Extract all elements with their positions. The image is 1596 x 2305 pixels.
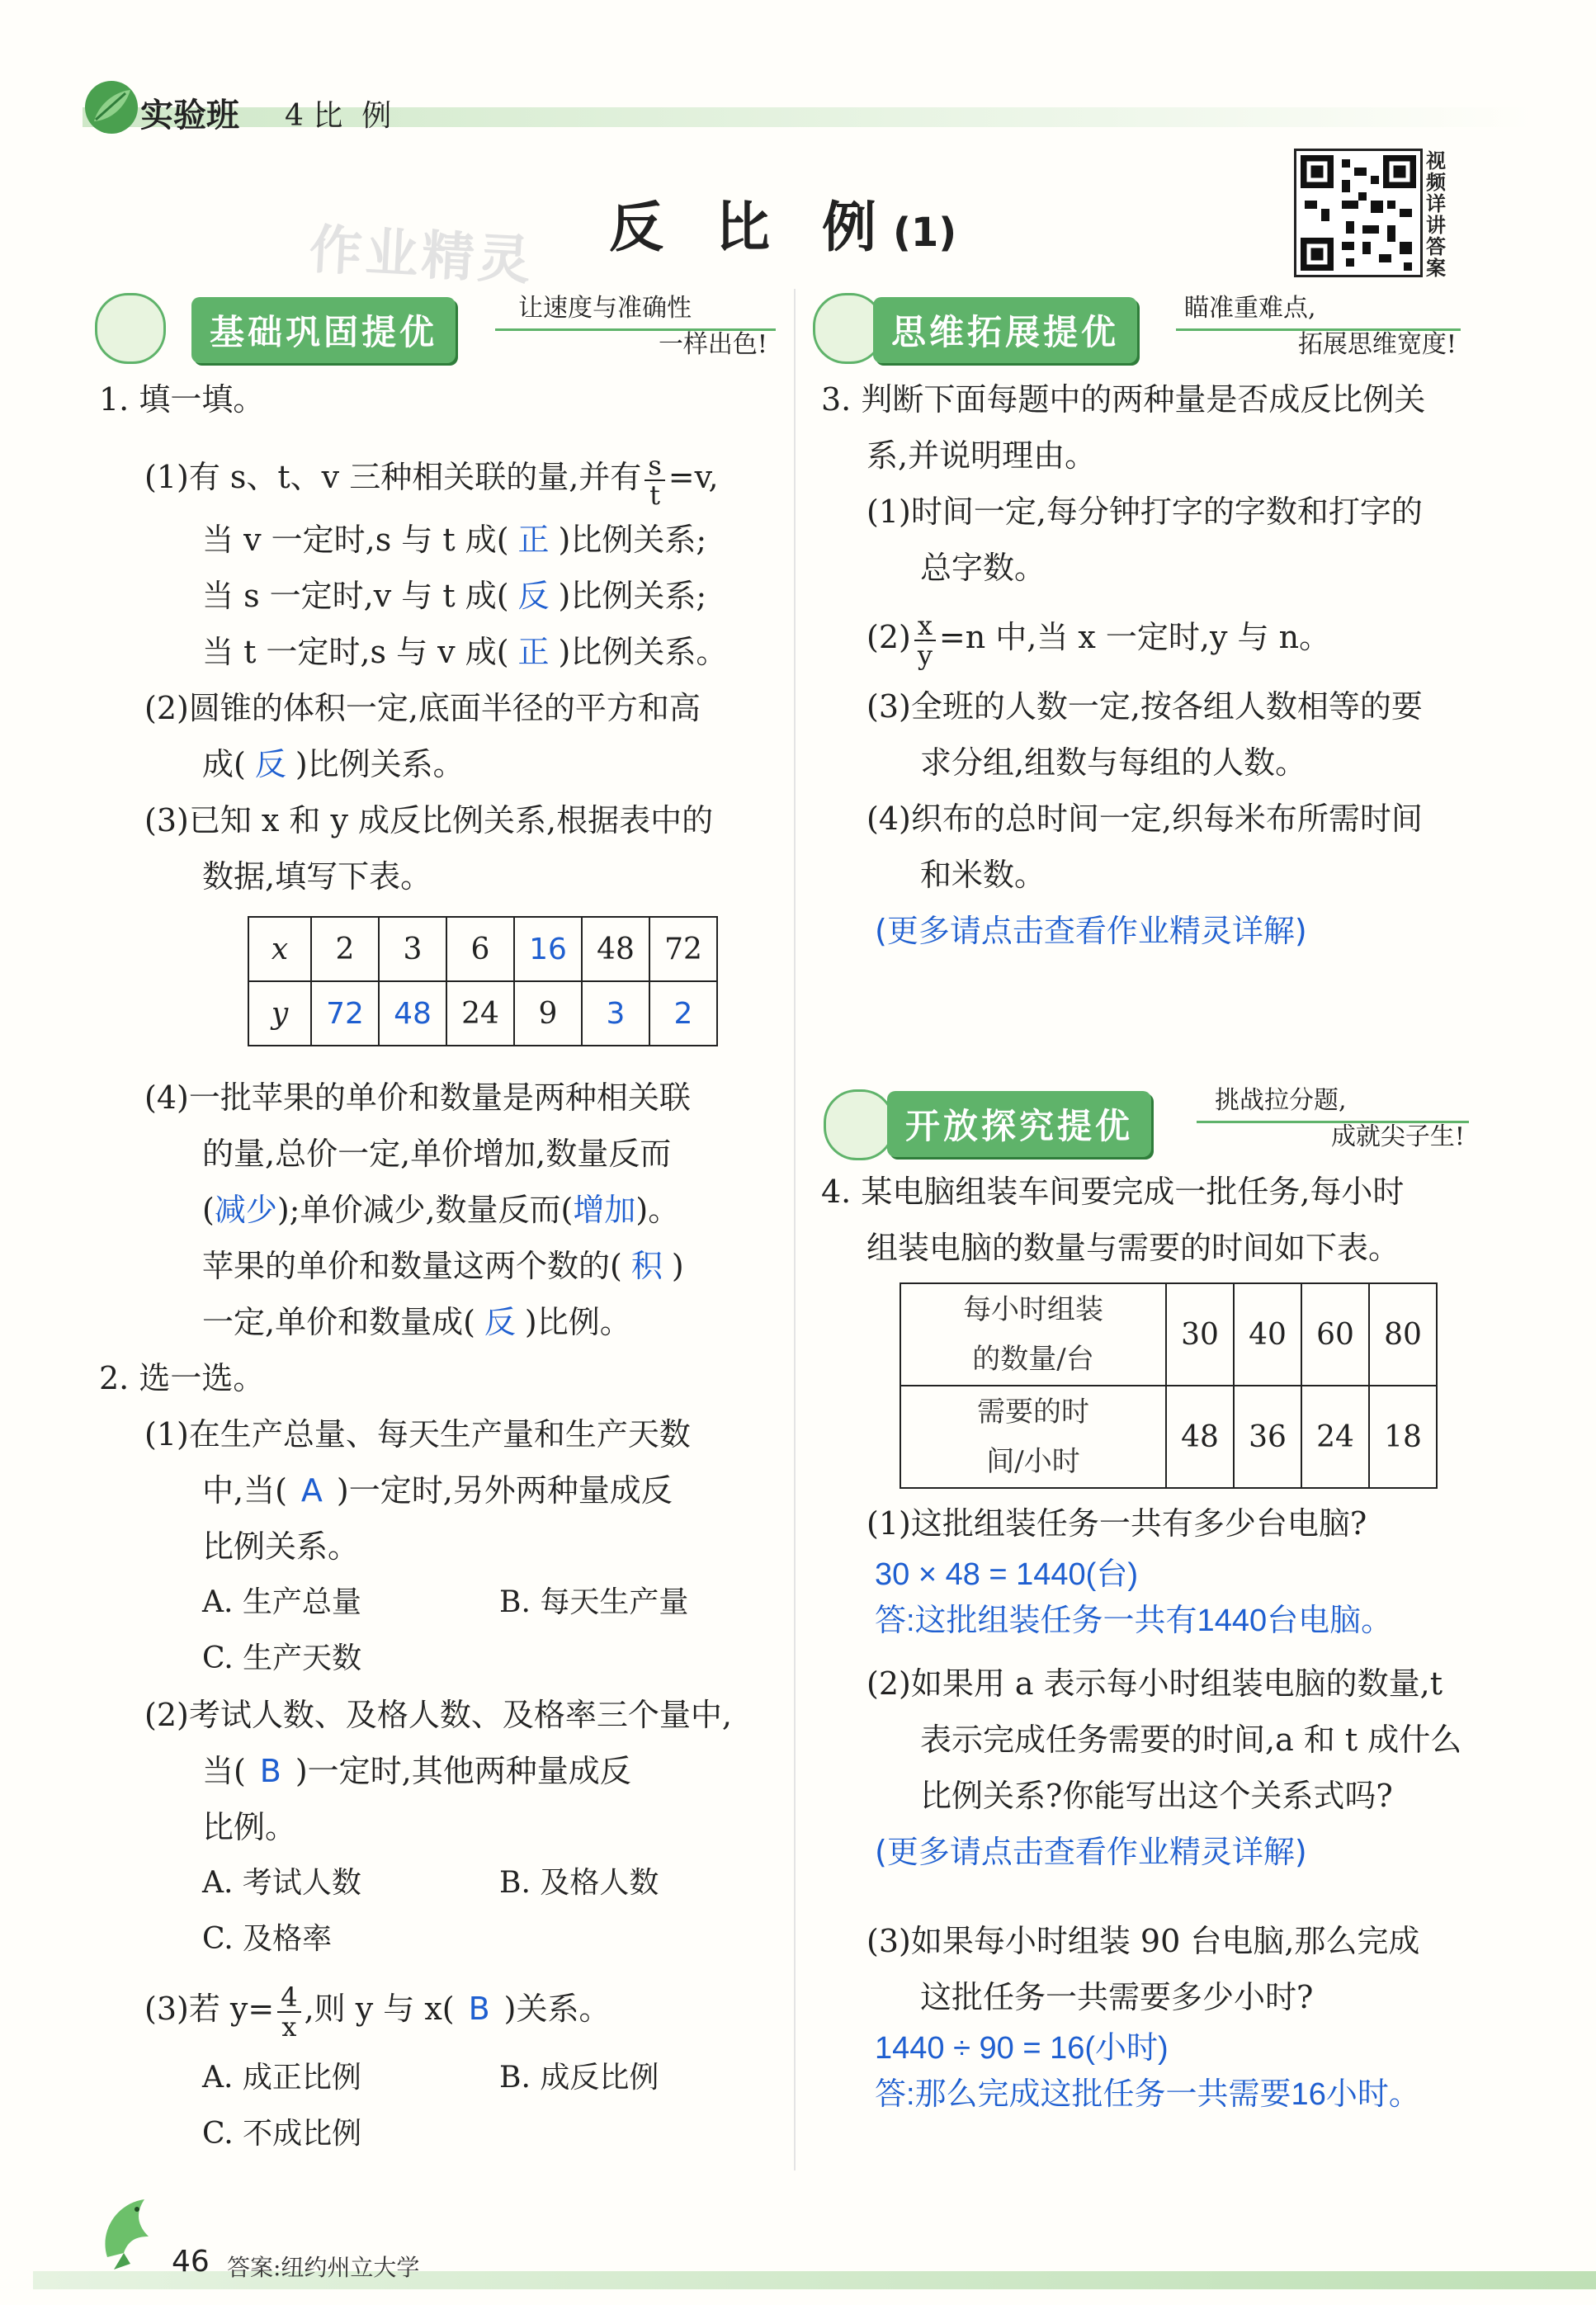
table-cell: 3 — [379, 917, 446, 981]
leaf-logo-icon — [83, 78, 140, 139]
section-thinking-note — [1176, 290, 1457, 363]
q1-p4-c-mid: );单价减少,数量反而( — [276, 1192, 574, 1228]
section-basic-note — [495, 290, 767, 363]
qr-label: 视频详讲答案 — [1426, 149, 1446, 280]
table-cell: 48 — [582, 917, 649, 981]
section-thinking-note-line1: 瞄准重难点, — [1184, 294, 1316, 323]
q3-p4-a: (4)织布的总时间一定,织每米布所需时间 — [866, 801, 1423, 837]
q4-title-b: 组装电脑的数量与需要的时间如下表。 — [866, 1230, 1400, 1266]
q1-p1-line1-b: )比例关系; — [558, 522, 707, 558]
q1-p4-b: 的量,总价一定,单价增加,数量反而 — [202, 1136, 672, 1172]
q2-p2-b-a: 当( — [202, 1753, 246, 1789]
q2-p3-options — [99, 2050, 776, 2106]
table-cell: 6 — [446, 917, 514, 981]
more-details-link[interactable]: (更多请点击查看作业精灵详解) — [875, 913, 1307, 949]
right-column-top — [821, 371, 1498, 959]
table-answer-cell[interactable]: 72 — [311, 981, 379, 1046]
table-cell: 80 — [1369, 1283, 1437, 1386]
answer-blank[interactable]: A — [300, 1472, 323, 1509]
answer-blank[interactable]: B — [259, 1753, 281, 1789]
section-thinking-label: 思维拓展提优 — [873, 297, 1137, 363]
fraction-numerator: s — [645, 451, 664, 481]
q1-p1-line2-b: )比例关系; — [558, 578, 707, 614]
q2-p2-options — [99, 1855, 776, 1911]
q3-p2-pre: (2) — [866, 619, 911, 655]
q2-p2-b — [99, 1743, 776, 1799]
q1-p4-d — [99, 1238, 776, 1294]
table-row-label-line: 每小时组装 — [963, 1293, 1103, 1326]
q4-p2-c: 比例关系?你能写出这个关系式吗? — [920, 1778, 1393, 1814]
student-mascot-icon — [95, 293, 166, 364]
fraction-denominator: x — [281, 2010, 297, 2043]
q4-p2-b: 表示完成任务需要的时间,a 和 t 成什么 — [920, 1722, 1462, 1758]
q1-p4-a: (4)一批苹果的单价和数量是两种相关联 — [144, 1079, 691, 1116]
table-cell: 24 — [446, 981, 514, 1046]
option-b[interactable]: B. 每天生产量 — [499, 1585, 689, 1619]
unit-label: 4 比 例 — [285, 99, 392, 133]
q2-p1-b-a: 中,当( — [202, 1472, 287, 1509]
table-cell: 48 — [1166, 1386, 1234, 1488]
table-cell: 30 — [1166, 1283, 1234, 1386]
q2-p2-a: (2)考试人数、及格人数、及格率三个量中, — [144, 1697, 732, 1733]
section-open-note-line2: 成就尖子生! — [1330, 1122, 1465, 1151]
q2-p2-b-b: )一定时,其他两种量成反 — [295, 1753, 631, 1789]
q4-p3-b: 这批任务一共需要多少小时? — [920, 1979, 1314, 2015]
table-cell: 60 — [1301, 1283, 1369, 1386]
q1-p1-intro-b: =v, — [668, 459, 719, 495]
answer-blank[interactable]: 反 — [517, 578, 550, 614]
section-basic-note-line2: 一样出色! — [658, 330, 767, 359]
q1-p1-line3-b: )比例关系。 — [558, 634, 728, 670]
answer-blank[interactable]: 正 — [517, 522, 550, 558]
xy-table — [248, 916, 718, 1046]
fraction — [914, 609, 936, 671]
answer-blank[interactable]: 积 — [630, 1248, 663, 1284]
q2-p1-b — [99, 1462, 776, 1519]
q1-p4-e-b: )比例。 — [524, 1304, 631, 1340]
fraction-numerator: 4 — [277, 1983, 300, 2013]
q4-p3-a: (3)如果每小时组装 90 台电脑,那么完成 — [866, 1923, 1420, 1959]
q2-p3-c: )关系。 — [503, 1991, 611, 2027]
q3-p3-a: (3)全班的人数一定,按各组人数相等的要 — [866, 688, 1423, 725]
answer-line[interactable]: 答:那么完成这批任务一共需要16小时。 — [875, 2077, 1420, 2112]
qr-code-icon — [1296, 151, 1420, 275]
q1-p3-b: 数据,填写下表。 — [202, 858, 432, 895]
page-number: 46 — [172, 2245, 210, 2279]
fraction-numerator: x — [914, 612, 936, 641]
table-row-label-line: 的数量/台 — [972, 1343, 1094, 1376]
answer-blank[interactable]: 反 — [484, 1304, 516, 1340]
student-mascot-icon — [824, 1089, 895, 1160]
q1-title: 1. 填一填。 — [99, 381, 265, 418]
section-open-note — [1197, 1083, 1465, 1155]
section-basic-note-line1: 让速度与准确性 — [518, 294, 692, 323]
q4-p1: (1)这批组装任务一共有多少台电脑? — [866, 1505, 1367, 1542]
table-cell: 72 — [649, 917, 717, 981]
page-title — [609, 183, 956, 262]
option-b[interactable]: B. 及格人数 — [499, 1866, 659, 1900]
answer-line[interactable]: 1440 ÷ 90 = 16(小时) — [875, 2031, 1169, 2066]
q1-p4-e-a: 一定,单价和数量成( — [202, 1304, 475, 1340]
table-row-label — [900, 1283, 1166, 1386]
q2-p1-b-b: )一定时,另外两种量成反 — [336, 1472, 673, 1509]
table-row-label-line: 需要的时 — [977, 1396, 1089, 1429]
q1-p1-line1-a: 当 v 一定时,s 与 t 成( — [202, 522, 509, 558]
option-c[interactable]: C. 生产天数 — [202, 1641, 362, 1675]
q3-p3-b: 求分组,组数与每组的人数。 — [920, 744, 1307, 781]
section-basic-label: 基础巩固提优 — [191, 297, 456, 363]
brand-name: 实验班 — [140, 97, 239, 135]
q1-p1-line2-a: 当 s 一定时,v 与 t 成( — [202, 578, 509, 614]
answer-line[interactable]: 30 × 48 = 1440(台) — [875, 1557, 1138, 1592]
assembly-table — [900, 1282, 1438, 1489]
table-row-label-line: 间/小时 — [986, 1445, 1080, 1478]
option-a[interactable]: A. 生产总量 — [202, 1585, 361, 1619]
fraction-denominator: y — [917, 639, 933, 671]
table-row — [900, 1386, 1437, 1488]
table-answer-cell[interactable]: 3 — [582, 981, 649, 1046]
q1-p4-d-a: 苹果的单价和数量这两个数的( — [202, 1248, 622, 1284]
q2-p3-b: ,则 y 与 x( — [304, 1991, 455, 2027]
q2-p3-a: (3)若 y= — [144, 1991, 275, 2027]
table-row — [248, 981, 717, 1046]
fraction — [645, 451, 664, 509]
option-c[interactable]: C. 不成比例 — [202, 2117, 362, 2151]
q2-p1-c: 比例关系。 — [202, 1528, 360, 1565]
qr-code[interactable] — [1294, 149, 1423, 277]
q2-p3 — [99, 1967, 776, 2050]
q1-p4-c — [99, 1182, 776, 1238]
table-cell: 9 — [514, 981, 582, 1046]
q3-title-b: 系,并说明理由。 — [866, 437, 1097, 474]
q1-p2-c-text: )比例关系。 — [295, 746, 465, 782]
q1-p2-b — [99, 736, 776, 792]
q3-p1-a: (1)时间一定,每分钟打字的字数和打字的 — [866, 494, 1423, 530]
table-cell: 40 — [1234, 1283, 1301, 1386]
q3-p1-b: 总字数。 — [920, 550, 1046, 586]
q1-p4-c-open: ( — [202, 1192, 215, 1228]
q2-p1-a: (1)在生产总量、每天生产量和生产天数 — [144, 1416, 691, 1452]
right-column-bottom — [821, 1164, 1498, 2118]
table-answer-cell[interactable]: 16 — [514, 917, 582, 981]
q1-p2-b-text: 成( — [202, 746, 246, 782]
table-answer-cell[interactable]: 2 — [649, 981, 717, 1046]
table-answer-cell[interactable]: 48 — [379, 981, 446, 1046]
table-row-label — [900, 1386, 1166, 1488]
q2-title: 2. 选一选。 — [99, 1360, 265, 1396]
q4-title-a: 4. 某电脑组装车间要完成一批任务,每小时 — [821, 1174, 1405, 1210]
section-open-note-line1: 挑战拉分题, — [1215, 1086, 1347, 1115]
answer-blank[interactable]: B — [468, 1991, 490, 2027]
answer-blank[interactable]: 减少 — [214, 1192, 277, 1228]
table-row — [248, 917, 717, 981]
q3-title-a: 3. 判断下面每题中的两种量是否成反比例关 — [821, 381, 1426, 418]
option-c[interactable]: C. 及格率 — [202, 1922, 333, 1956]
fraction-denominator: t — [649, 479, 660, 511]
table-row — [900, 1283, 1437, 1386]
option-a[interactable]: A. 成正比例 — [202, 2061, 361, 2095]
q2-p2-c: 比例。 — [202, 1809, 297, 1845]
more-details-link[interactable]: (更多请点击查看作业精灵详解) — [875, 1834, 1307, 1870]
q1-p1-line3 — [99, 624, 776, 680]
left-column — [99, 371, 776, 2162]
q1-p1-intro — [99, 442, 776, 512]
table-cell: 36 — [1234, 1386, 1301, 1488]
table-cell: 18 — [1369, 1386, 1437, 1488]
answer-blank[interactable]: 增加 — [573, 1192, 636, 1228]
q1-p2-a: (2)圆锥的体积一定,底面半径的平方和高 — [144, 690, 701, 726]
q3-p2 — [821, 596, 1498, 678]
q1-p4-d-b: ) — [671, 1248, 684, 1284]
page-title-main: 反 比 例 — [609, 196, 893, 259]
table-header-x: x — [248, 917, 311, 981]
q3-p4-b: 和米数。 — [920, 857, 1046, 893]
page-title-part: (1) — [892, 210, 957, 256]
answer-blank[interactable]: 正 — [517, 634, 550, 670]
table-cell: 24 — [1301, 1386, 1369, 1488]
q1-p1-intro-a: (1)有 s、t、v 三种相关联的量,并有 — [144, 459, 642, 495]
q1-p1-line3-a: 当 t 一定时,s 与 v 成( — [202, 634, 509, 670]
option-a[interactable]: A. 考试人数 — [202, 1866, 361, 1900]
answer-line[interactable]: 答:这批组装任务一共有1440台电脑。 — [875, 1604, 1393, 1638]
column-divider — [794, 289, 796, 2170]
q1-p1-line2 — [99, 568, 776, 624]
q1-p3-a: (3)已知 x 和 y 成反比例关系,根据表中的 — [144, 802, 714, 838]
option-b[interactable]: B. 成反比例 — [499, 2061, 659, 2095]
q1-p4-e — [99, 1294, 776, 1350]
q1-p1-line1 — [99, 512, 776, 568]
q1-p4-c-end: )。 — [635, 1192, 680, 1228]
q3-p2-post: =n 中,当 x 一定时,y 与 n。 — [938, 619, 1331, 655]
fraction — [277, 1983, 300, 2041]
q2-p1-options — [99, 1575, 776, 1631]
footer-watermark: 答案:纽约州立大学 — [227, 2254, 420, 2281]
q4-p2-a: (2)如果用 a 表示每小时组装电脑的数量,t — [866, 1665, 1443, 1702]
watermark-text: 作业精灵 — [307, 219, 536, 293]
dolphin-icon — [91, 2191, 165, 2277]
answer-blank[interactable]: 反 — [254, 746, 286, 782]
table-header-y: y — [248, 981, 311, 1046]
section-open-label: 开放探究提优 — [887, 1091, 1151, 1157]
table-cell: 2 — [311, 917, 379, 981]
section-thinking-note-line2: 拓展思维宽度! — [1297, 330, 1457, 359]
